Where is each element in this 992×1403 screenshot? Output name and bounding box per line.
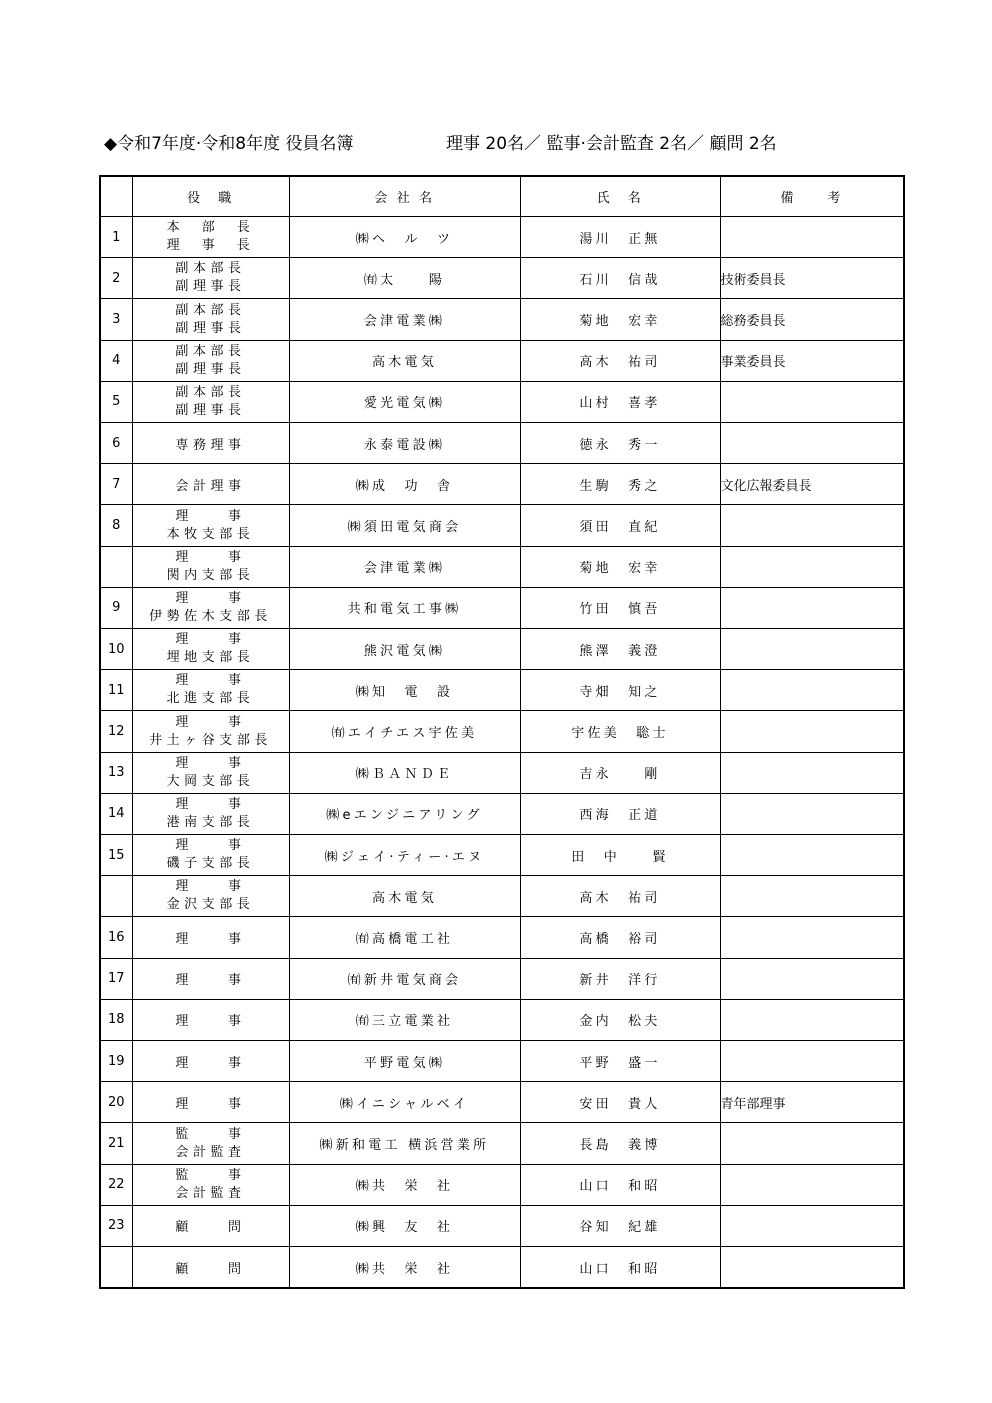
position-line: 本牧支部長 [166, 526, 255, 542]
position-line: 理 事 [175, 590, 246, 606]
position-cell [132, 629, 289, 670]
row-number [100, 546, 132, 587]
person-name-cell: 須田 直紀 [520, 505, 720, 546]
company-cell: ㈱共 栄 社 [289, 1247, 520, 1288]
company-cell: ㈱ジェイ·ティー·エヌ [289, 835, 520, 876]
position-line: 理 事 [175, 973, 246, 989]
remarks-cell [720, 958, 904, 999]
company-cell: ㈱須田電気商会 [289, 505, 520, 546]
remarks-cell [720, 629, 904, 670]
officer-roster-table [99, 175, 905, 1289]
position-cell [132, 1247, 289, 1288]
position-cell [132, 752, 289, 793]
row-number [100, 876, 132, 917]
row-number: 8 [100, 505, 132, 546]
person-name-cell: 田 中 賢 [520, 835, 720, 876]
position-line: 港南支部長 [166, 814, 255, 830]
remarks-cell [720, 793, 904, 834]
position-line: 理 事 [175, 932, 246, 948]
position-cell [132, 670, 289, 711]
position-line: 専務理事 [175, 437, 246, 453]
header-row [100, 176, 904, 217]
row-number: 15 [100, 835, 132, 876]
remarks-cell: 事業委員長 [720, 340, 904, 381]
position-cell [132, 340, 289, 381]
row-number: 23 [100, 1205, 132, 1246]
position-line: 理 事 [175, 1055, 246, 1071]
position-line: 伊勢佐木支部長 [149, 608, 272, 624]
row-number: 2 [100, 258, 132, 299]
header-remarks: 備 考 [720, 176, 904, 217]
remarks-cell [720, 1164, 904, 1205]
remarks-cell [720, 546, 904, 587]
position-line: 理 事 [175, 755, 246, 771]
position-cell [132, 423, 289, 464]
table-row [100, 999, 904, 1040]
table-row [100, 1247, 904, 1288]
position-cell [132, 1123, 289, 1164]
row-number: 6 [100, 423, 132, 464]
row-number: 20 [100, 1082, 132, 1123]
company-cell: ㈱新和電工 横浜営業所 [289, 1123, 520, 1164]
person-name-cell: 熊澤 義澄 [520, 629, 720, 670]
row-number: 12 [100, 711, 132, 752]
person-name-cell: 竹田 慎吾 [520, 587, 720, 628]
table-row [100, 752, 904, 793]
position-line: 井土ヶ谷支部長 [149, 732, 272, 748]
company-cell: ㈱イニシャルベイ [289, 1082, 520, 1123]
position-line: 監 事 [175, 1167, 246, 1183]
company-cell: 高木電気 [289, 876, 520, 917]
remarks-cell [720, 505, 904, 546]
company-cell: ㈱共 栄 社 [289, 1164, 520, 1205]
person-name-cell: 山口 和昭 [520, 1164, 720, 1205]
person-name-cell: 新井 洋行 [520, 958, 720, 999]
person-name-cell: 宇佐美 聡士 [520, 711, 720, 752]
position-cell [132, 258, 289, 299]
position-line: 理 事 長 [166, 238, 255, 254]
row-number: 10 [100, 629, 132, 670]
remarks-cell [720, 752, 904, 793]
company-cell: ㈲高橋電工社 [289, 917, 520, 958]
position-line: 理 事 [175, 508, 246, 524]
position-line: 理 事 [175, 838, 246, 854]
company-cell: 永泰電設㈱ [289, 423, 520, 464]
person-name-cell: 菊地 宏幸 [520, 299, 720, 340]
table-row [100, 1205, 904, 1246]
table-row [100, 381, 904, 422]
position-cell [132, 1041, 289, 1082]
position-line: 顧 問 [175, 1220, 246, 1236]
position-line: 顧 問 [175, 1261, 246, 1277]
remarks-cell [720, 1205, 904, 1246]
row-number: 19 [100, 1041, 132, 1082]
table-row [100, 835, 904, 876]
position-cell [132, 381, 289, 422]
position-line: 理 事 [175, 714, 246, 730]
row-number: 18 [100, 999, 132, 1040]
person-name-cell: 徳永 秀一 [520, 423, 720, 464]
person-name-cell: 寺畑 知之 [520, 670, 720, 711]
company-cell: 共和電気工事㈱ [289, 587, 520, 628]
table-row [100, 299, 904, 340]
position-line: 金沢支部長 [166, 897, 255, 913]
table-row [100, 464, 904, 505]
person-name-cell: 湯川 正無 [520, 217, 720, 258]
person-name-cell: 石川 信哉 [520, 258, 720, 299]
company-cell: ㈱興 友 社 [289, 1205, 520, 1246]
remarks-cell [720, 835, 904, 876]
table-row [100, 629, 904, 670]
person-name-cell: 山村 喜孝 [520, 381, 720, 422]
position-line: 理 事 [175, 1014, 246, 1030]
position-line: 大岡支部長 [166, 773, 255, 789]
remarks-cell [720, 587, 904, 628]
company-cell: ㈱ヘ ル ツ [289, 217, 520, 258]
position-cell [132, 1164, 289, 1205]
position-cell [132, 711, 289, 752]
person-name-cell: 高橋 裕司 [520, 917, 720, 958]
table-row [100, 917, 904, 958]
row-number: 1 [100, 217, 132, 258]
row-number: 21 [100, 1123, 132, 1164]
position-line: 埋地支部長 [166, 650, 255, 666]
position-line: 副本部長 [175, 384, 246, 400]
title-period: ◆令和7年度·令和8年度 役員名簿 [104, 134, 354, 154]
person-name-cell: 菊地 宏幸 [520, 546, 720, 587]
header-company: 会 社 名 [289, 176, 520, 217]
position-line: 副本部長 [175, 261, 246, 277]
position-line: 北進支部長 [166, 691, 255, 707]
table-row [100, 1164, 904, 1205]
company-cell: ㈱知 電 設 [289, 670, 520, 711]
remarks-cell: 総務委員長 [720, 299, 904, 340]
row-number: 7 [100, 464, 132, 505]
position-line: 本 部 長 [166, 220, 255, 236]
company-cell: 熊沢電気㈱ [289, 629, 520, 670]
row-number: 9 [100, 587, 132, 628]
position-line: 理 事 [175, 879, 246, 895]
table-row [100, 876, 904, 917]
table-row [100, 670, 904, 711]
position-line: 副理事長 [175, 402, 246, 418]
position-line: 副本部長 [175, 302, 246, 318]
remarks-cell [720, 217, 904, 258]
row-number: 16 [100, 917, 132, 958]
table-row [100, 340, 904, 381]
person-name-cell: 高木 祐司 [520, 340, 720, 381]
position-cell [132, 917, 289, 958]
person-name-cell: 金内 松夫 [520, 999, 720, 1040]
remarks-cell: 青年部理事 [720, 1082, 904, 1123]
row-number: 22 [100, 1164, 132, 1205]
position-cell [132, 299, 289, 340]
company-cell: 愛光電気㈱ [289, 381, 520, 422]
position-line: 副本部長 [175, 343, 246, 359]
position-cell [132, 1205, 289, 1246]
remarks-cell [720, 1247, 904, 1288]
table-row [100, 546, 904, 587]
company-cell: ㈱ＢＡＮＤＥ [289, 752, 520, 793]
table-row [100, 711, 904, 752]
company-cell: ㈲太 陽 [289, 258, 520, 299]
person-name-cell: 山口 和昭 [520, 1247, 720, 1288]
table-row [100, 793, 904, 834]
table-row [100, 505, 904, 546]
remarks-cell: 技術委員長 [720, 258, 904, 299]
row-number: 13 [100, 752, 132, 793]
position-line: 会計監査 [175, 1185, 246, 1201]
person-name-cell: 吉永 剛 [520, 752, 720, 793]
header-name: 氏 名 [520, 176, 720, 217]
position-line: 副理事長 [175, 361, 246, 377]
roster-body [100, 217, 904, 1289]
position-cell [132, 217, 289, 258]
table-row [100, 958, 904, 999]
row-number [100, 1247, 132, 1288]
row-number: 5 [100, 381, 132, 422]
person-name-cell: 生駒 秀之 [520, 464, 720, 505]
position-line: 理 事 [175, 549, 246, 565]
remarks-cell [720, 381, 904, 422]
person-name-cell: 高木 祐司 [520, 876, 720, 917]
position-cell [132, 793, 289, 834]
company-cell: ㈱eエンジニアリング [289, 793, 520, 834]
header-position: 役 職 [132, 176, 289, 217]
person-name-cell: 谷知 紀雄 [520, 1205, 720, 1246]
position-cell [132, 835, 289, 876]
position-line: 副理事長 [175, 320, 246, 336]
position-cell [132, 1082, 289, 1123]
table-row [100, 1041, 904, 1082]
company-cell: 会津電業㈱ [289, 299, 520, 340]
remarks-cell [720, 670, 904, 711]
company-cell: ㈲三立電業社 [289, 999, 520, 1040]
remarks-cell [720, 1123, 904, 1164]
position-cell [132, 958, 289, 999]
position-line: 理 事 [175, 673, 246, 689]
position-cell [132, 546, 289, 587]
company-cell: ㈲エイチエス宇佐美 [289, 711, 520, 752]
position-line: 会計監査 [175, 1144, 246, 1160]
company-cell: ㈱成 功 舎 [289, 464, 520, 505]
position-cell [132, 464, 289, 505]
position-cell [132, 505, 289, 546]
position-line: 会計理事 [175, 478, 246, 494]
row-number: 14 [100, 793, 132, 834]
person-name-cell: 長島 義博 [520, 1123, 720, 1164]
header-number [100, 176, 132, 217]
position-line: 理 事 [175, 632, 246, 648]
person-name-cell: 安田 貴人 [520, 1082, 720, 1123]
row-number: 3 [100, 299, 132, 340]
table-row [100, 587, 904, 628]
table-row [100, 423, 904, 464]
position-line: 理 事 [175, 1096, 246, 1112]
remarks-cell [720, 711, 904, 752]
row-number: 17 [100, 958, 132, 999]
document-title [104, 131, 904, 157]
company-cell: 高木電気 [289, 340, 520, 381]
table-row [100, 217, 904, 258]
position-line: 関内支部長 [166, 567, 255, 583]
title-member-counts: 理事 20名／ 監事·会計監査 2名／ 顧問 2名 [446, 134, 777, 154]
remarks-cell [720, 1041, 904, 1082]
position-cell [132, 876, 289, 917]
row-number: 11 [100, 670, 132, 711]
table-row [100, 1123, 904, 1164]
remarks-cell [720, 917, 904, 958]
remarks-cell [720, 876, 904, 917]
remarks-cell [720, 423, 904, 464]
person-name-cell: 西海 正道 [520, 793, 720, 834]
company-cell: 会津電業㈱ [289, 546, 520, 587]
position-cell [132, 999, 289, 1040]
company-cell: 平野電気㈱ [289, 1041, 520, 1082]
remarks-cell: 文化広報委員長 [720, 464, 904, 505]
position-line: 監 事 [175, 1126, 246, 1142]
table-row [100, 258, 904, 299]
position-cell [132, 587, 289, 628]
person-name-cell: 平野 盛一 [520, 1041, 720, 1082]
position-line: 磯子支部長 [166, 856, 255, 872]
company-cell: ㈲新井電気商会 [289, 958, 520, 999]
table-row [100, 1082, 904, 1123]
row-number: 4 [100, 340, 132, 381]
position-line: 副理事長 [175, 279, 246, 295]
remarks-cell [720, 999, 904, 1040]
position-line: 理 事 [175, 796, 246, 812]
